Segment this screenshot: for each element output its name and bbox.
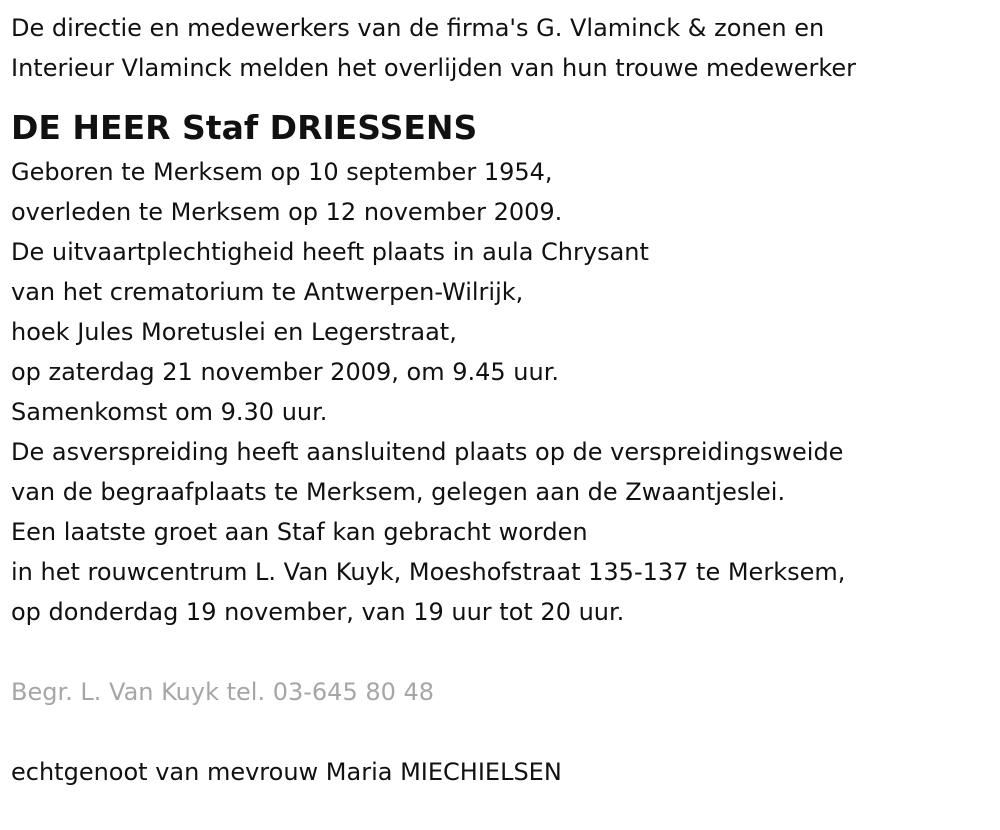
detail-line: Samenkomst om 9.30 uur. — [11, 398, 328, 426]
detail-line: op donderdag 19 november, van 19 uur tot 20 uur. — [11, 598, 625, 626]
detail-line: Een laatste groet aan Staf kan gebracht worden — [11, 518, 588, 546]
detail-line: in het rouwcentrum L. Van Kuyk, Moeshofstraat 135-137 te Merksem, — [11, 558, 846, 586]
details-paragraph — [11, 152, 991, 632]
spouse-line: echtgenoot van mevrouw Maria MIECHIELSEN — [11, 758, 562, 786]
detail-line: Geboren te Merksem op 10 september 1954, — [11, 158, 553, 186]
funeral-home-contact: Begr. L. Van Kuyk tel. 03-645 80 48 — [11, 678, 435, 706]
intro-line: De directie en medewerkers van de firma's G. Vlaminck & zonen en — [11, 14, 825, 42]
detail-line: op zaterdag 21 november 2009, om 9.45 uur. — [11, 358, 559, 386]
intro-line: Interieur Vlaminck melden het overlijden van hun trouwe medewerker — [11, 54, 857, 82]
detail-line: van de begraafplaats te Merksem, gelegen aan de Zwaantjeslei. — [11, 478, 786, 506]
obituary-notice — [11, 8, 991, 792]
intro-paragraph — [11, 8, 991, 88]
detail-line: De uitvaartplechtigheid heeft plaats in aula Chrysant — [11, 238, 649, 266]
detail-line: hoek Jules Moretuslei en Legerstraat, — [11, 318, 457, 346]
detail-line: van het crematorium te Antwerpen-Wilrijk, — [11, 278, 524, 306]
detail-line: De asverspreiding heeft aansluitend plaats op de verspreidingsweide — [11, 438, 844, 466]
detail-line: overleden te Merksem op 12 november 2009. — [11, 198, 563, 226]
deceased-name: DE HEER Staf DRIESSENS — [11, 108, 478, 147]
